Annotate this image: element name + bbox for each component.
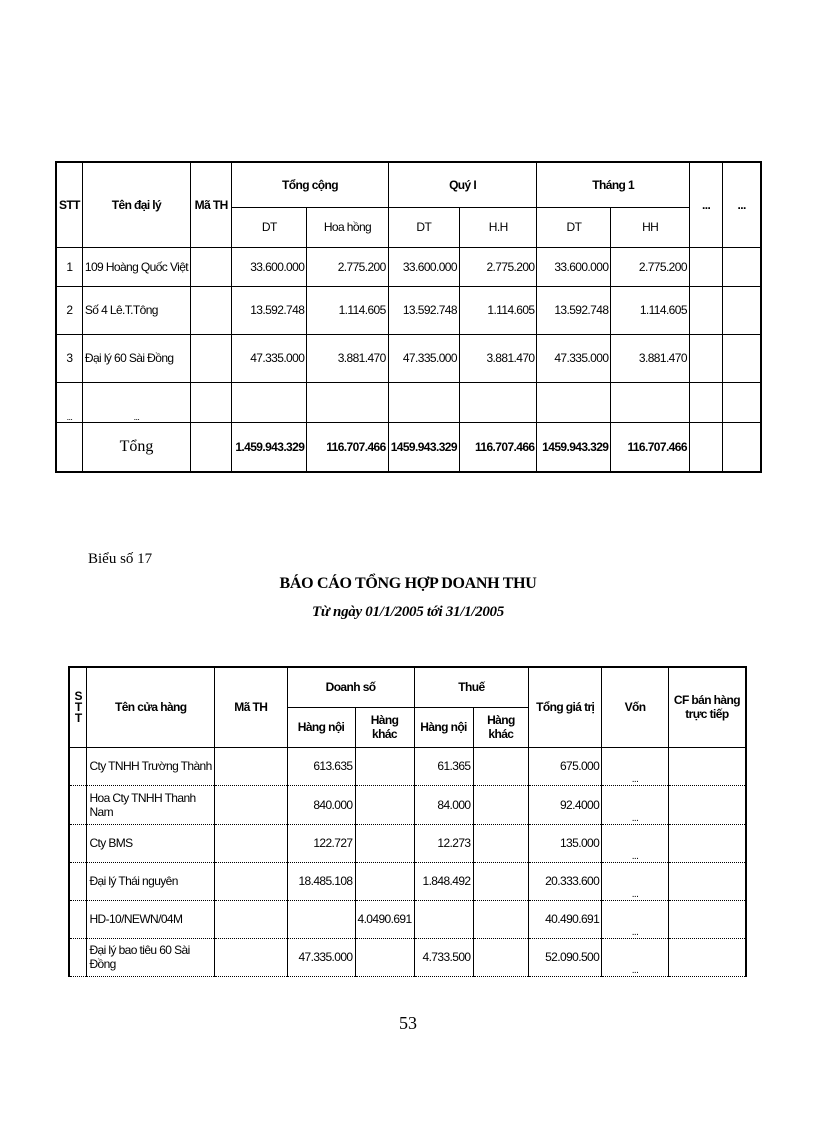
row-quarter-hh: 1.114.605: [459, 286, 537, 334]
row-tax-other: [473, 747, 529, 785]
row-stt: 1: [56, 247, 82, 286]
header-more-1: ...: [689, 162, 722, 247]
row-sales-other: [355, 785, 414, 824]
header-agent-name: Tên đại lý: [82, 162, 190, 247]
revenue-summary-table: [68, 666, 747, 977]
row-empty: [689, 286, 722, 334]
total-stt: [56, 422, 82, 472]
row-total-value: 40.490.691: [529, 900, 602, 938]
row-total-value: 52.090.500: [529, 938, 602, 976]
row-quarter-hh: [459, 382, 537, 422]
row-sales-domestic: [287, 900, 355, 938]
row-tax-domestic: 84.000: [414, 785, 473, 824]
row-month-hh: 1.114.605: [611, 286, 690, 334]
agent-commission-table: [55, 161, 762, 473]
table-row: [56, 382, 761, 422]
row-code: [191, 382, 232, 422]
subheader-other: Hàng khác: [473, 707, 529, 747]
subheader-hh: HH: [611, 207, 690, 247]
row-tax-domestic: 12.273: [414, 824, 473, 862]
table-row: [69, 747, 746, 785]
row-month-dt: 13.592.748: [537, 286, 611, 334]
subheader-domestic: Hàng nội: [414, 707, 473, 747]
row-total-value: 675.000: [529, 747, 602, 785]
row-empty: [689, 382, 722, 422]
row-capital: ...: [602, 938, 669, 976]
total-quarter-hh: 116.707.466: [459, 422, 537, 472]
subheader-commission: Hoa hồng: [307, 207, 388, 247]
row-stt: 3: [56, 334, 82, 382]
header-stt: STT: [56, 162, 82, 247]
row-stt: 2: [56, 286, 82, 334]
row-code: [191, 334, 232, 382]
row-store-name: Đại lý Thái nguyên: [87, 862, 215, 900]
total-quarter-dt: 1459.943.329: [388, 422, 459, 472]
row-total-dt: 47.335.000: [232, 334, 307, 382]
row-tax-other: [473, 824, 529, 862]
row-direct-cost: [668, 824, 746, 862]
row-sales-other: [355, 824, 414, 862]
header-direct-selling-cost: CF bán hàng trực tiếp: [668, 667, 746, 747]
row-capital: ...: [602, 785, 669, 824]
row-capital: ...: [602, 900, 669, 938]
row-empty: [723, 247, 761, 286]
form-label: Biểu số 17: [88, 551, 153, 567]
row-store-name: Đại lý bao tiêu 60 Sài Đồng: [87, 938, 215, 976]
table-row: [69, 785, 746, 824]
header-capital: Vốn: [602, 667, 669, 747]
row-stt: [69, 747, 87, 785]
row-code: [215, 747, 288, 785]
row-total-dt: 33.600.000: [232, 247, 307, 286]
row-month-dt: [537, 382, 611, 422]
subheader-other: Hàng khác: [355, 707, 414, 747]
row-sales-other: [355, 862, 414, 900]
row-total-value: 20.333.600: [529, 862, 602, 900]
row-tax-domestic: [414, 900, 473, 938]
row-code: [191, 286, 232, 334]
row-month-hh: [611, 382, 690, 422]
row-sales-domestic: 840.000: [287, 785, 355, 824]
total-dt: 1.459.943.329: [232, 422, 307, 472]
header-more-2: ...: [723, 162, 761, 247]
header-quarter: Quý I: [388, 162, 537, 207]
row-capital: ...: [602, 747, 669, 785]
row-sales-other: [355, 747, 414, 785]
row-month-dt: 33.600.000: [537, 247, 611, 286]
row-sales-other: [355, 938, 414, 976]
row-total-value: 135.000: [529, 824, 602, 862]
row-tax-other: [473, 785, 529, 824]
row-sales-other: 4.0490.691: [355, 900, 414, 938]
row-sales-domestic: 122.727: [287, 824, 355, 862]
row-tax-other: [473, 900, 529, 938]
table-row: [56, 247, 761, 286]
subheader-dt: DT: [388, 207, 459, 247]
header-store-name: Tên cửa hàng: [87, 667, 215, 747]
row-total-hh: 2.775.200: [307, 247, 388, 286]
row-total-dt: [232, 382, 307, 422]
row-total-hh: 1.114.605: [307, 286, 388, 334]
row-store-name: Hoa Cty TNHH Thanh Nam: [87, 785, 215, 824]
row-agent-name: 109 Hoàng Quốc Việt: [82, 247, 190, 286]
row-agent-name: ...: [82, 382, 190, 422]
table-row: [56, 286, 761, 334]
row-month-dt: 47.335.000: [537, 334, 611, 382]
total-month-dt: 1459.943.329: [537, 422, 611, 472]
row-stt: [69, 785, 87, 824]
table-row: [69, 938, 746, 976]
row-stt: [69, 862, 87, 900]
row-agent-name: Số 4 Lê.T.Tông: [82, 286, 190, 334]
report-title: BÁO CÁO TỔNG HỢP DOANH THU: [279, 575, 537, 592]
total-hh: 116.707.466: [307, 422, 388, 472]
table-row: [69, 824, 746, 862]
row-quarter-hh: 2.775.200: [459, 247, 537, 286]
row-empty: [723, 382, 761, 422]
total-empty: [689, 422, 722, 472]
row-tax-domestic: 4.733.500: [414, 938, 473, 976]
row-tax-other: [473, 938, 529, 976]
report-subtitle: Từ ngày 01/1/2005 tới 31/1/2005: [312, 604, 504, 620]
row-sales-domestic: 18.485.108: [287, 862, 355, 900]
row-stt: [69, 824, 87, 862]
subheader-hh: H.H: [459, 207, 537, 247]
header-stt: S T T: [69, 667, 87, 747]
header-code: Mã TH: [215, 667, 288, 747]
row-code: [215, 900, 288, 938]
row-agent-name: Đại lý 60 Sài Đồng: [82, 334, 190, 382]
table-row: [56, 334, 761, 382]
row-quarter-dt: 33.600.000: [388, 247, 459, 286]
row-tax-other: [473, 862, 529, 900]
row-month-hh: 3.881.470: [611, 334, 690, 382]
row-month-hh: 2.775.200: [611, 247, 690, 286]
page-number: 53: [399, 1013, 417, 1033]
header-total-value: Tổng giá trị: [529, 667, 602, 747]
row-total-hh: 3.881.470: [307, 334, 388, 382]
total-code: [191, 422, 232, 472]
subheader-dt: DT: [232, 207, 307, 247]
header-month: Tháng 1: [537, 162, 689, 207]
row-capital: ...: [602, 824, 669, 862]
row-code: [215, 785, 288, 824]
row-total-value: 92.4000: [529, 785, 602, 824]
header-code: Mã TH: [191, 162, 232, 247]
row-direct-cost: [668, 785, 746, 824]
row-code: [215, 938, 288, 976]
row-stt: [69, 938, 87, 976]
row-store-name: Cty BMS: [87, 824, 215, 862]
row-tax-domestic: 1.848.492: [414, 862, 473, 900]
row-sales-domestic: 613.635: [287, 747, 355, 785]
row-code: [191, 247, 232, 286]
row-store-name: HD-10/NEWN/04M: [87, 900, 215, 938]
subheader-domestic: Hàng nội: [287, 707, 355, 747]
total-empty: [723, 422, 761, 472]
row-direct-cost: [668, 747, 746, 785]
total-row: [56, 422, 761, 472]
row-empty: [723, 334, 761, 382]
row-direct-cost: [668, 938, 746, 976]
row-sales-domestic: 47.335.000: [287, 938, 355, 976]
row-empty: [689, 334, 722, 382]
row-tax-domestic: 61.365: [414, 747, 473, 785]
total-month-hh: 116.707.466: [611, 422, 690, 472]
row-stt: [69, 900, 87, 938]
row-quarter-dt: 47.335.000: [388, 334, 459, 382]
row-quarter-hh: 3.881.470: [459, 334, 537, 382]
total-label: Tổng: [82, 422, 190, 472]
row-code: [215, 862, 288, 900]
row-store-name: Cty TNHH Trường Thành: [87, 747, 215, 785]
header-sales: Doanh số: [287, 667, 414, 707]
subheader-dt: DT: [537, 207, 611, 247]
table-row: [69, 900, 746, 938]
row-empty: [689, 247, 722, 286]
row-code: [215, 824, 288, 862]
row-total-dt: 13.592.748: [232, 286, 307, 334]
header-tax: Thuế: [414, 667, 529, 707]
table-row: [69, 862, 746, 900]
row-capital: ...: [602, 862, 669, 900]
row-quarter-dt: [388, 382, 459, 422]
row-quarter-dt: 13.592.748: [388, 286, 459, 334]
row-total-hh: [307, 382, 388, 422]
row-stt: ...: [56, 382, 82, 422]
header-total: Tổng cộng: [232, 162, 388, 207]
row-empty: [723, 286, 761, 334]
row-direct-cost: [668, 900, 746, 938]
row-direct-cost: [668, 862, 746, 900]
